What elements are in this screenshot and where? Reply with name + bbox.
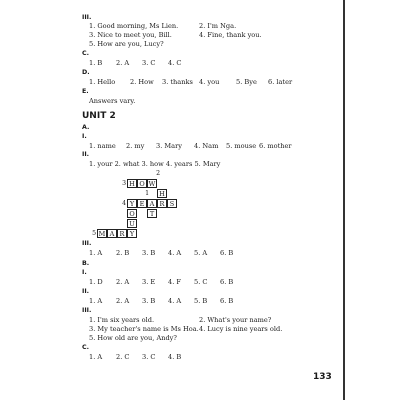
section-label: C.	[82, 50, 90, 57]
answer-item: 1. D	[89, 278, 103, 286]
crossword-cell: E	[137, 199, 147, 208]
section-label: II.	[82, 288, 90, 295]
crossword-cell: H	[157, 189, 167, 198]
answer-item: 5. How are you, Lucy?	[89, 40, 164, 48]
answer-item: 4. you	[199, 78, 220, 86]
answer-item: 2. What's your name?	[199, 316, 272, 324]
answer-item: 3. C	[142, 353, 156, 361]
crossword-cell: Y	[127, 229, 137, 238]
answer-item: 3. E	[142, 278, 156, 286]
answer-item: 1. Good morning, Ms Lien.	[89, 22, 179, 30]
answer-item: 6. mother	[259, 142, 292, 150]
crossword-cell: A	[107, 229, 117, 238]
answer-item: 4. C	[168, 59, 182, 67]
answer-item: 2. A	[116, 297, 130, 305]
crossword-cell: H	[127, 179, 137, 188]
answer-text: 1. your 2. what 3. how 4. years 5. Mary	[89, 160, 221, 168]
crossword-cell: R	[157, 199, 167, 208]
answer-item: 6. B	[220, 297, 234, 305]
crossword-cell: S	[167, 199, 177, 208]
answer-item: 1. A	[89, 297, 103, 305]
answer-item: 3. Mary	[156, 142, 182, 150]
clue-number: 3	[122, 180, 126, 187]
clue-number: 1	[145, 190, 149, 197]
crossword-cell: O	[127, 209, 137, 218]
answer-item: 2. A	[116, 59, 130, 67]
answer-item: 1. B	[89, 59, 103, 67]
answer-item: 6. later	[268, 78, 293, 86]
answer-item: 2. How	[130, 78, 154, 86]
crossword-cell: T	[147, 209, 157, 218]
answer-item: 4. Lucy is nine years old.	[199, 325, 283, 333]
crossword-cell: W	[148, 180, 156, 188]
answer-item: 3. C	[142, 59, 156, 67]
answer-item: 2. C	[116, 353, 130, 361]
answer-item: 3. B	[142, 297, 156, 305]
clue-number: 4	[122, 200, 126, 207]
answer-item: 2. B	[116, 249, 130, 257]
answer-item: 6. B	[220, 278, 234, 286]
answer-item: 1. A	[89, 249, 103, 257]
answer-item: 4. Nam	[194, 142, 219, 150]
clue-number: 2	[156, 170, 160, 177]
crossword-cell: R	[117, 229, 127, 238]
answer-item: 1. name	[89, 142, 116, 150]
section-label: III.	[82, 307, 92, 314]
answer-item: 2. I'm Nga.	[199, 22, 237, 30]
section-label: III.	[82, 240, 92, 247]
section-label: C.	[82, 344, 90, 351]
crossword-cell: M	[98, 230, 106, 238]
unit-title: UNIT 2	[82, 111, 116, 121]
answer-item: 5. B	[194, 297, 208, 305]
answer-item: 4. F	[168, 278, 181, 286]
answer-item: 5. How old are you, Andy?	[89, 334, 177, 342]
answer-item: 3. Nice to meet you, Bill.	[89, 31, 172, 39]
section-label: II.	[82, 151, 90, 158]
section-label: A.	[82, 124, 90, 131]
answer-item: 1. A	[89, 353, 103, 361]
clue-number: 5	[92, 230, 96, 237]
crossword-cell: O	[137, 179, 147, 188]
section-label: B.	[82, 260, 90, 267]
answer-item: 1. Hello	[89, 78, 116, 86]
answer-item: 5. C	[194, 278, 208, 286]
crossword-cell: Y	[127, 199, 137, 208]
answer-item: 5. Bye	[236, 78, 257, 86]
answer-item: 2. my	[126, 142, 145, 150]
answer-item: 3. My teacher's name is Ms Hoa.	[89, 325, 199, 333]
answer-item: 6. B	[220, 249, 234, 257]
answer-item: 1. I'm six years old.	[89, 316, 155, 324]
page-number: 133	[313, 372, 332, 382]
section-label: E.	[82, 88, 89, 95]
answer-item: 5. mouse	[226, 142, 257, 150]
answer-item: 5. A	[194, 249, 208, 257]
section-label: I.	[82, 133, 87, 140]
crossword-cell: U	[127, 219, 137, 228]
section-label: III.	[82, 14, 92, 21]
answer-item: 3. B	[142, 249, 156, 257]
answer-item: 4. B	[168, 353, 182, 361]
crossword-cell: A	[147, 199, 157, 208]
answer-item: 3. thanks	[162, 78, 193, 86]
answer-item: 2. A	[116, 278, 130, 286]
answer-text: Answers vary.	[89, 97, 136, 105]
answer-item: 4. Fine, thank you.	[199, 31, 262, 39]
answer-item: 4. A	[168, 297, 182, 305]
section-label: I.	[82, 269, 87, 276]
section-label: D.	[82, 69, 90, 76]
answer-item: 4. A	[168, 249, 182, 257]
